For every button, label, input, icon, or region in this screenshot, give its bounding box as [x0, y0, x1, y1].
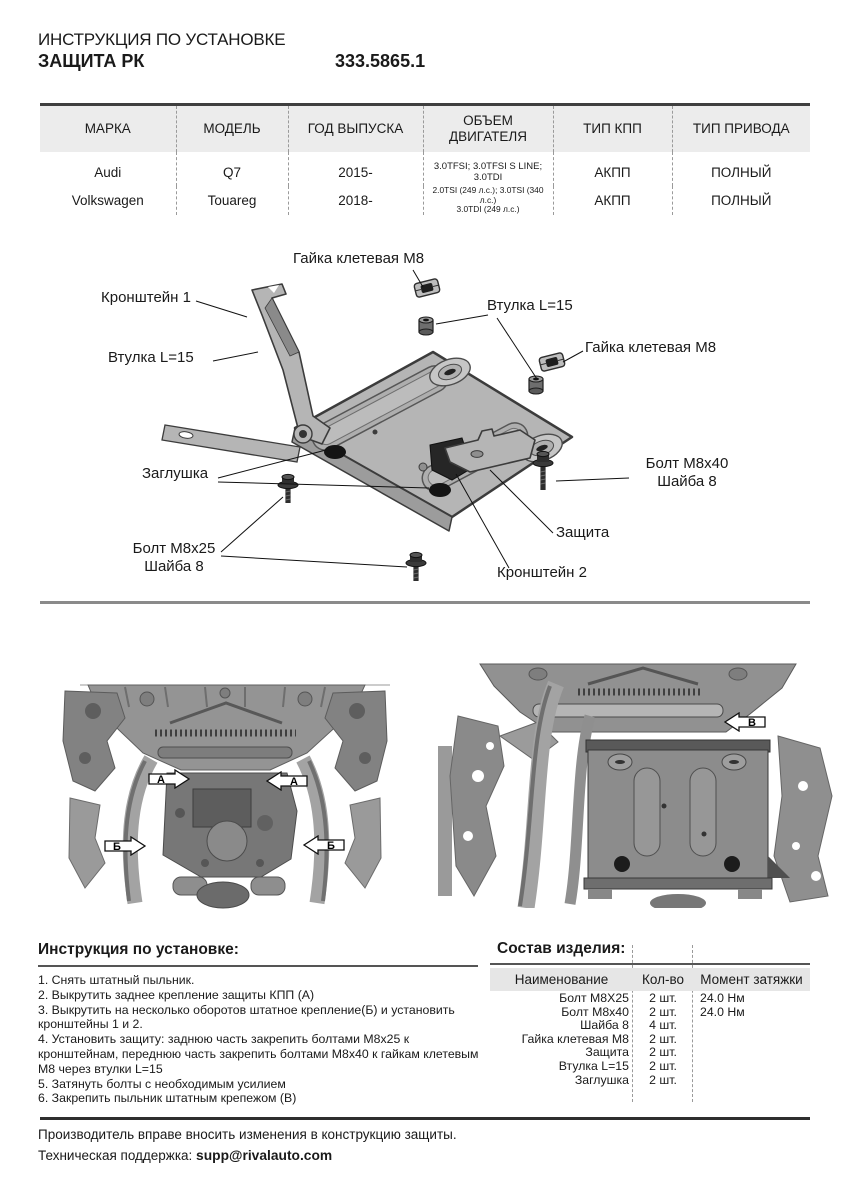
- col-year: ГОД ВЫПУСКА: [288, 106, 423, 152]
- cell-transmission: АКПП: [553, 152, 672, 186]
- cell-drive: ПОЛНЫЙ: [672, 152, 810, 186]
- svg-text:Б: Б: [113, 841, 121, 853]
- footer-disclaimer: Производитель вправе вносить изменения в конструкцию защиты.: [38, 1127, 457, 1142]
- parts-col-qty: Кол-во: [642, 972, 684, 987]
- parts-row: Болт М8х40 2 шт. 24.0 Нм: [561, 1004, 745, 1019]
- cell-brand: Volkswagen: [71, 192, 144, 208]
- fitment-row: [40, 152, 810, 186]
- install-steps: [38, 973, 485, 1106]
- installed-shield-plate: [584, 740, 790, 908]
- marker-A-left: [148, 769, 190, 789]
- col-engine: ОБЪЕМ ДВИГАТЕЛЯ: [423, 106, 553, 152]
- svg-text:А: А: [157, 774, 165, 786]
- cell-model: Q7: [176, 152, 288, 186]
- label-bolt40: Болт М8х40 Шайба 8: [645, 455, 729, 490]
- bushing: [419, 317, 433, 335]
- col-transmission: ТИП КПП: [553, 106, 672, 152]
- bushing: [529, 376, 543, 394]
- clip-nut: [539, 352, 566, 371]
- install-step: 1. Снять штатный пыльник.: [38, 973, 195, 987]
- fitment-header-row: [40, 106, 810, 152]
- label-bracket1: Кронштейн 1: [101, 289, 191, 306]
- parts-row: Болт М8Х25 2 шт. 24.0 Нм: [559, 991, 745, 1005]
- install-step: 5. Затянуть болты с необходимым усилием: [38, 1076, 286, 1091]
- plug-installed: [324, 445, 346, 459]
- parts-col-torque: Момент затяжки: [700, 972, 803, 987]
- cell-brand: Audi: [94, 165, 122, 180]
- label-clip-nut-top: Гайка клетевая М8: [293, 250, 425, 267]
- clip-nut: [414, 278, 441, 297]
- install-step: 2. Выкрутить заднее крепление защиты КПП (А): [38, 987, 315, 1002]
- label-clip-nut-right: Гайка клетевая М8: [585, 339, 717, 356]
- cell-year: 2015-: [288, 152, 423, 186]
- fitment-table: [40, 103, 810, 215]
- cell-engine: 2.0TSI (249 л.с.); 3.0TSI (340 л.с.) 3.0TDI (249 л.с.): [423, 186, 553, 215]
- marker-B-right: [303, 835, 345, 855]
- install-step: 3. Выкрутить на несколько оборотов штатное крепление(Б) и установить кронштейны 1 и 2.: [38, 1002, 455, 1032]
- parts-header-row: [490, 968, 810, 991]
- label-plug: Заглушка: [142, 465, 209, 482]
- product-title: ЗАЩИТА РК: [38, 51, 145, 71]
- photo-underbody-installed: [438, 656, 840, 908]
- install-step: 6. Закрепить пыльник штатным крепежом (В): [38, 1091, 297, 1106]
- cell-drive: ПОЛНЫЙ: [672, 186, 810, 215]
- bolt-m8x25: [406, 552, 426, 581]
- bracket-1: [252, 284, 330, 444]
- svg-text:В: В: [748, 717, 756, 729]
- cell-year: 2018-: [288, 186, 423, 215]
- footer-support: [38, 1148, 332, 1163]
- label-shield: Защита: [556, 524, 610, 541]
- label-bushing-left: Втулка L=15: [108, 349, 194, 366]
- col-drive: ТИП ПРИВОДА: [672, 106, 810, 152]
- fitment-row: [40, 186, 810, 215]
- cell-model: Touareg: [176, 186, 288, 215]
- label-bolt25: Болт М8х25 Шайба 8: [132, 540, 216, 575]
- cell-engine: 3.0TFSI; 3.0TFSI S LINE; 3.0TDI: [423, 152, 553, 186]
- svg-text:А: А: [290, 776, 298, 788]
- plug-installed: [429, 483, 451, 497]
- support-email: supp@rivalauto.com: [196, 1148, 333, 1163]
- parts-col-name: Наименование: [514, 972, 609, 987]
- marker-V: [724, 712, 766, 732]
- install-step: 4. Установить защиту: заднюю часть закрепить болтами М8х25 к кронштейнам, переднюю часть закрепить болтами М8х40 к гайкам клетевым М8 через втулки L=15: [38, 1032, 479, 1076]
- cell-transmission: АКПП: [553, 186, 672, 215]
- parts-heading-rule: [490, 963, 810, 965]
- doc-type-title: ИНСТРУКЦИЯ ПО УСТАНОВКЕ: [38, 30, 286, 49]
- section-divider: [40, 601, 810, 604]
- footer-support-label: Техническая поддержка:: [38, 1148, 197, 1163]
- photo-underbody-stock: [55, 663, 395, 911]
- install-heading: Инструкция по установке:: [38, 941, 239, 958]
- label-bushing-right: Втулка L=15: [487, 297, 573, 314]
- parts-row: Защита 2 шт.: [585, 1045, 677, 1060]
- parts-rows: [490, 992, 810, 1087]
- shield-front-ear: [162, 425, 300, 462]
- svg-text:Б: Б: [327, 840, 335, 852]
- footer-rule: [40, 1117, 810, 1120]
- marker-A-right: [266, 771, 308, 791]
- parts-row: Гайка клетевая М8 2 шт.: [521, 1031, 677, 1046]
- parts-row: Шайба 8 4 шт.: [580, 1018, 677, 1033]
- col-brand: МАРКА: [40, 106, 176, 152]
- parts-row: Заглушка 2 шт.: [574, 1072, 677, 1087]
- install-heading-rule: [38, 965, 478, 967]
- col-model: МОДЕЛЬ: [176, 106, 288, 152]
- parts-heading: Состав изделия:: [497, 940, 626, 957]
- marker-B-left: [104, 836, 146, 856]
- part-number: 333.5865.1: [335, 51, 426, 71]
- parts-row: Втулка L=15 2 шт.: [558, 1058, 677, 1073]
- label-bracket2: Кронштейн 2: [497, 564, 587, 581]
